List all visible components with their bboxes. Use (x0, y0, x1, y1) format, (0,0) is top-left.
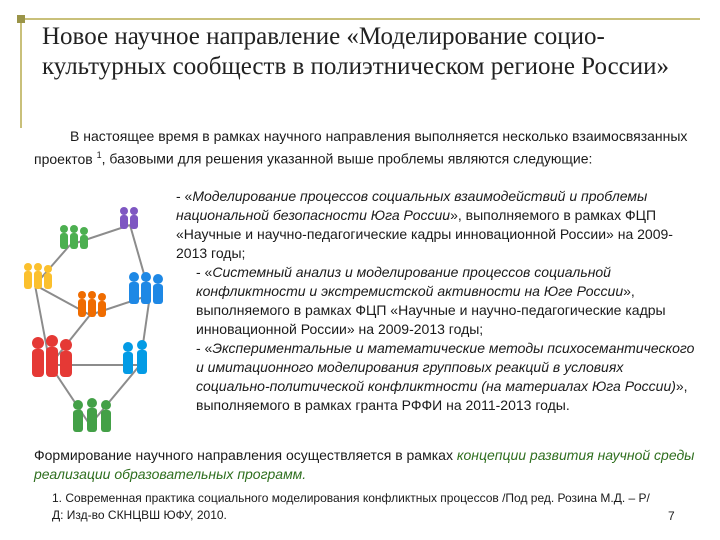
frame-vertical-line (20, 18, 22, 128)
project-item (176, 263, 696, 339)
projects-list (176, 187, 696, 415)
project-title: Моделирование процессов социальных взаимодействий и проблемы национальной безопасности Юга России (176, 188, 648, 223)
intro-paragraph (34, 127, 699, 169)
conclusion-text: Формирование научного направления осуществляется в рамках (34, 447, 457, 463)
intro-text-start: В настоящее время в рамках научного направления выполняется несколько взаимосвязанных проектов (34, 128, 688, 167)
project-details: », выполняемого в рамках гранта РФФИ на 2011-2013 годы. (196, 378, 688, 413)
project-title: Системный анализ и моделирование процессов социальной конфликтности и экстремистской активности на Юге России (196, 264, 624, 299)
project-item (176, 187, 696, 263)
people-figures (24, 207, 163, 432)
project-details: », выполняемого в рамках ФЦП «Научные и научно-педагогические кадры инновационной России» на 2009-2013 годы; (196, 283, 666, 337)
project-prefix: - « (196, 264, 213, 280)
slide-title: Новое научное направление «Моделирование социо-культурных сообществ в полиэтническом регионе России» (42, 23, 670, 80)
frame-corner-dot (17, 15, 25, 23)
project-prefix: - « (196, 340, 213, 356)
footnote: 1. Современная практика социального моделирования конфликтных процессов /Под ред. Розина М.Д. – Р/Д: Изд-во СКНЦВШ ЮФУ, 2010. (52, 491, 650, 522)
footnote-ref: 1 (96, 150, 102, 160)
project-title: Экспериментальные и математические методы психосемантического и имитационного моделирования групповых реакций в условиях социально-политической конфликтности (на материалах Юга России) (196, 340, 695, 394)
project-item (176, 339, 696, 415)
frame-horizontal-line (20, 18, 700, 20)
project-details: », выполняемого в рамках ФЦП «Научные и научно-педагогические кадры инновационной России» на 2009-2013 годы; (176, 207, 673, 261)
concept-highlight: концепции развития научной среды реализации образовательных программ. (34, 447, 695, 482)
conclusion-paragraph (34, 446, 699, 484)
project-prefix: - « (176, 188, 193, 204)
page-number: 7 (668, 509, 675, 523)
network-links (35, 225, 150, 425)
network-people-illustration (10, 205, 175, 445)
intro-text-end: , базовыми для решения указанной выше проблемы являются следующие: (101, 150, 593, 167)
